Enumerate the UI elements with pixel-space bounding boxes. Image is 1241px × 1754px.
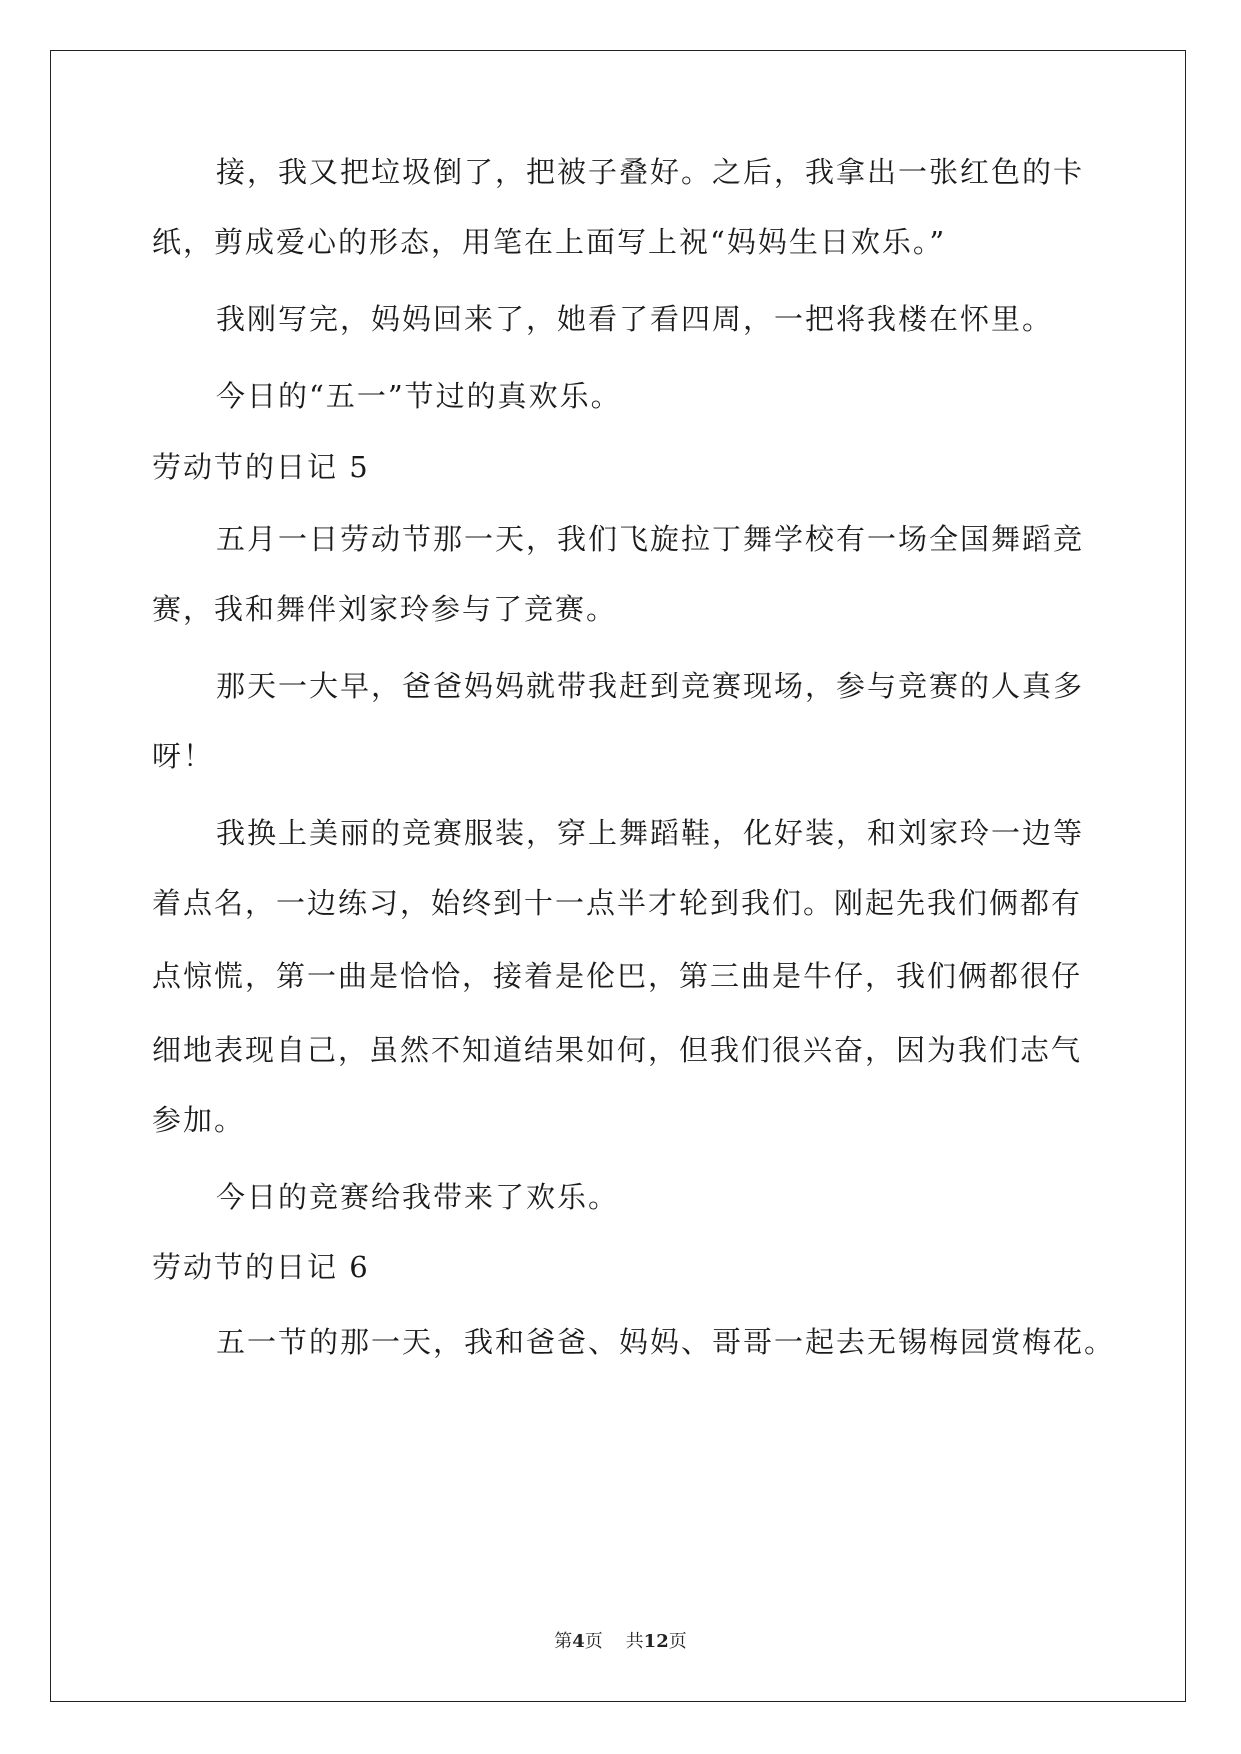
paragraph-line: 今日的“五一”节过的真欢乐。 [216, 379, 622, 413]
paragraph-line: 赛，我和舞伴刘家玲参与了竞赛。 [152, 592, 618, 626]
paragraph-line: 纸，剪成爱心的形态，用笔在上面写上祝“妈妈生日欢乐。” [152, 225, 947, 259]
footer-total-pages: 12 [643, 1631, 669, 1652]
paragraph-line: 细地表现自己，虽然不知道结果如何，但我们很兴奋，因为我们志气 [152, 1033, 1083, 1067]
paragraph-line: 着点名，一边练习，始终到十一点半才轮到我们。刚起先我们俩都有 [152, 886, 1083, 920]
paragraph-line: 我换上美丽的竞赛服装，穿上舞蹈鞋，化好装，和刘家玲一边等 [216, 816, 1085, 850]
paragraph-line: 那天一大早，爸爸妈妈就带我赶到竞赛现场，参与竞赛的人真多 [216, 669, 1085, 703]
paragraph-line: 点惊慌，第一曲是恰恰，接着是伦巴，第三曲是牛仔，我们俩都很仔 [152, 959, 1083, 993]
page-border [50, 50, 1186, 1702]
paragraph-line: 五一节的那一天，我和爸爸、妈妈、哥哥一起去无锡梅园赏梅花。 [216, 1325, 1116, 1359]
footer-page-unit: 页 [584, 1631, 603, 1652]
paragraph-line: 参加。 [152, 1103, 246, 1137]
paragraph-line: 我刚写完，妈妈回来了，她看了看四周，一把将我楼在怀里。 [216, 302, 1054, 336]
section-heading: 劳动节的日记 5 [152, 450, 370, 484]
paragraph-line: 五月一日劳动节那一天，我们飞旋拉丁舞学校有一场全国舞蹈竞 [216, 522, 1085, 556]
section-heading: 劳动节的日记 6 [152, 1250, 370, 1284]
footer-total-prefix: 共 [625, 1631, 644, 1652]
footer-page-number: 4 [572, 1631, 585, 1652]
paragraph-line: 接，我又把垃圾倒了，把被子叠好。之后，我拿出一张红色的卡 [216, 155, 1085, 189]
paragraph-line: 呀！ [152, 739, 215, 773]
paragraph-line: 今日的竞赛给我带来了欢乐。 [216, 1180, 620, 1214]
footer-prefix: 第 [554, 1631, 573, 1652]
page-footer [0, 1627, 1241, 1653]
footer-total-unit: 页 [668, 1631, 687, 1652]
